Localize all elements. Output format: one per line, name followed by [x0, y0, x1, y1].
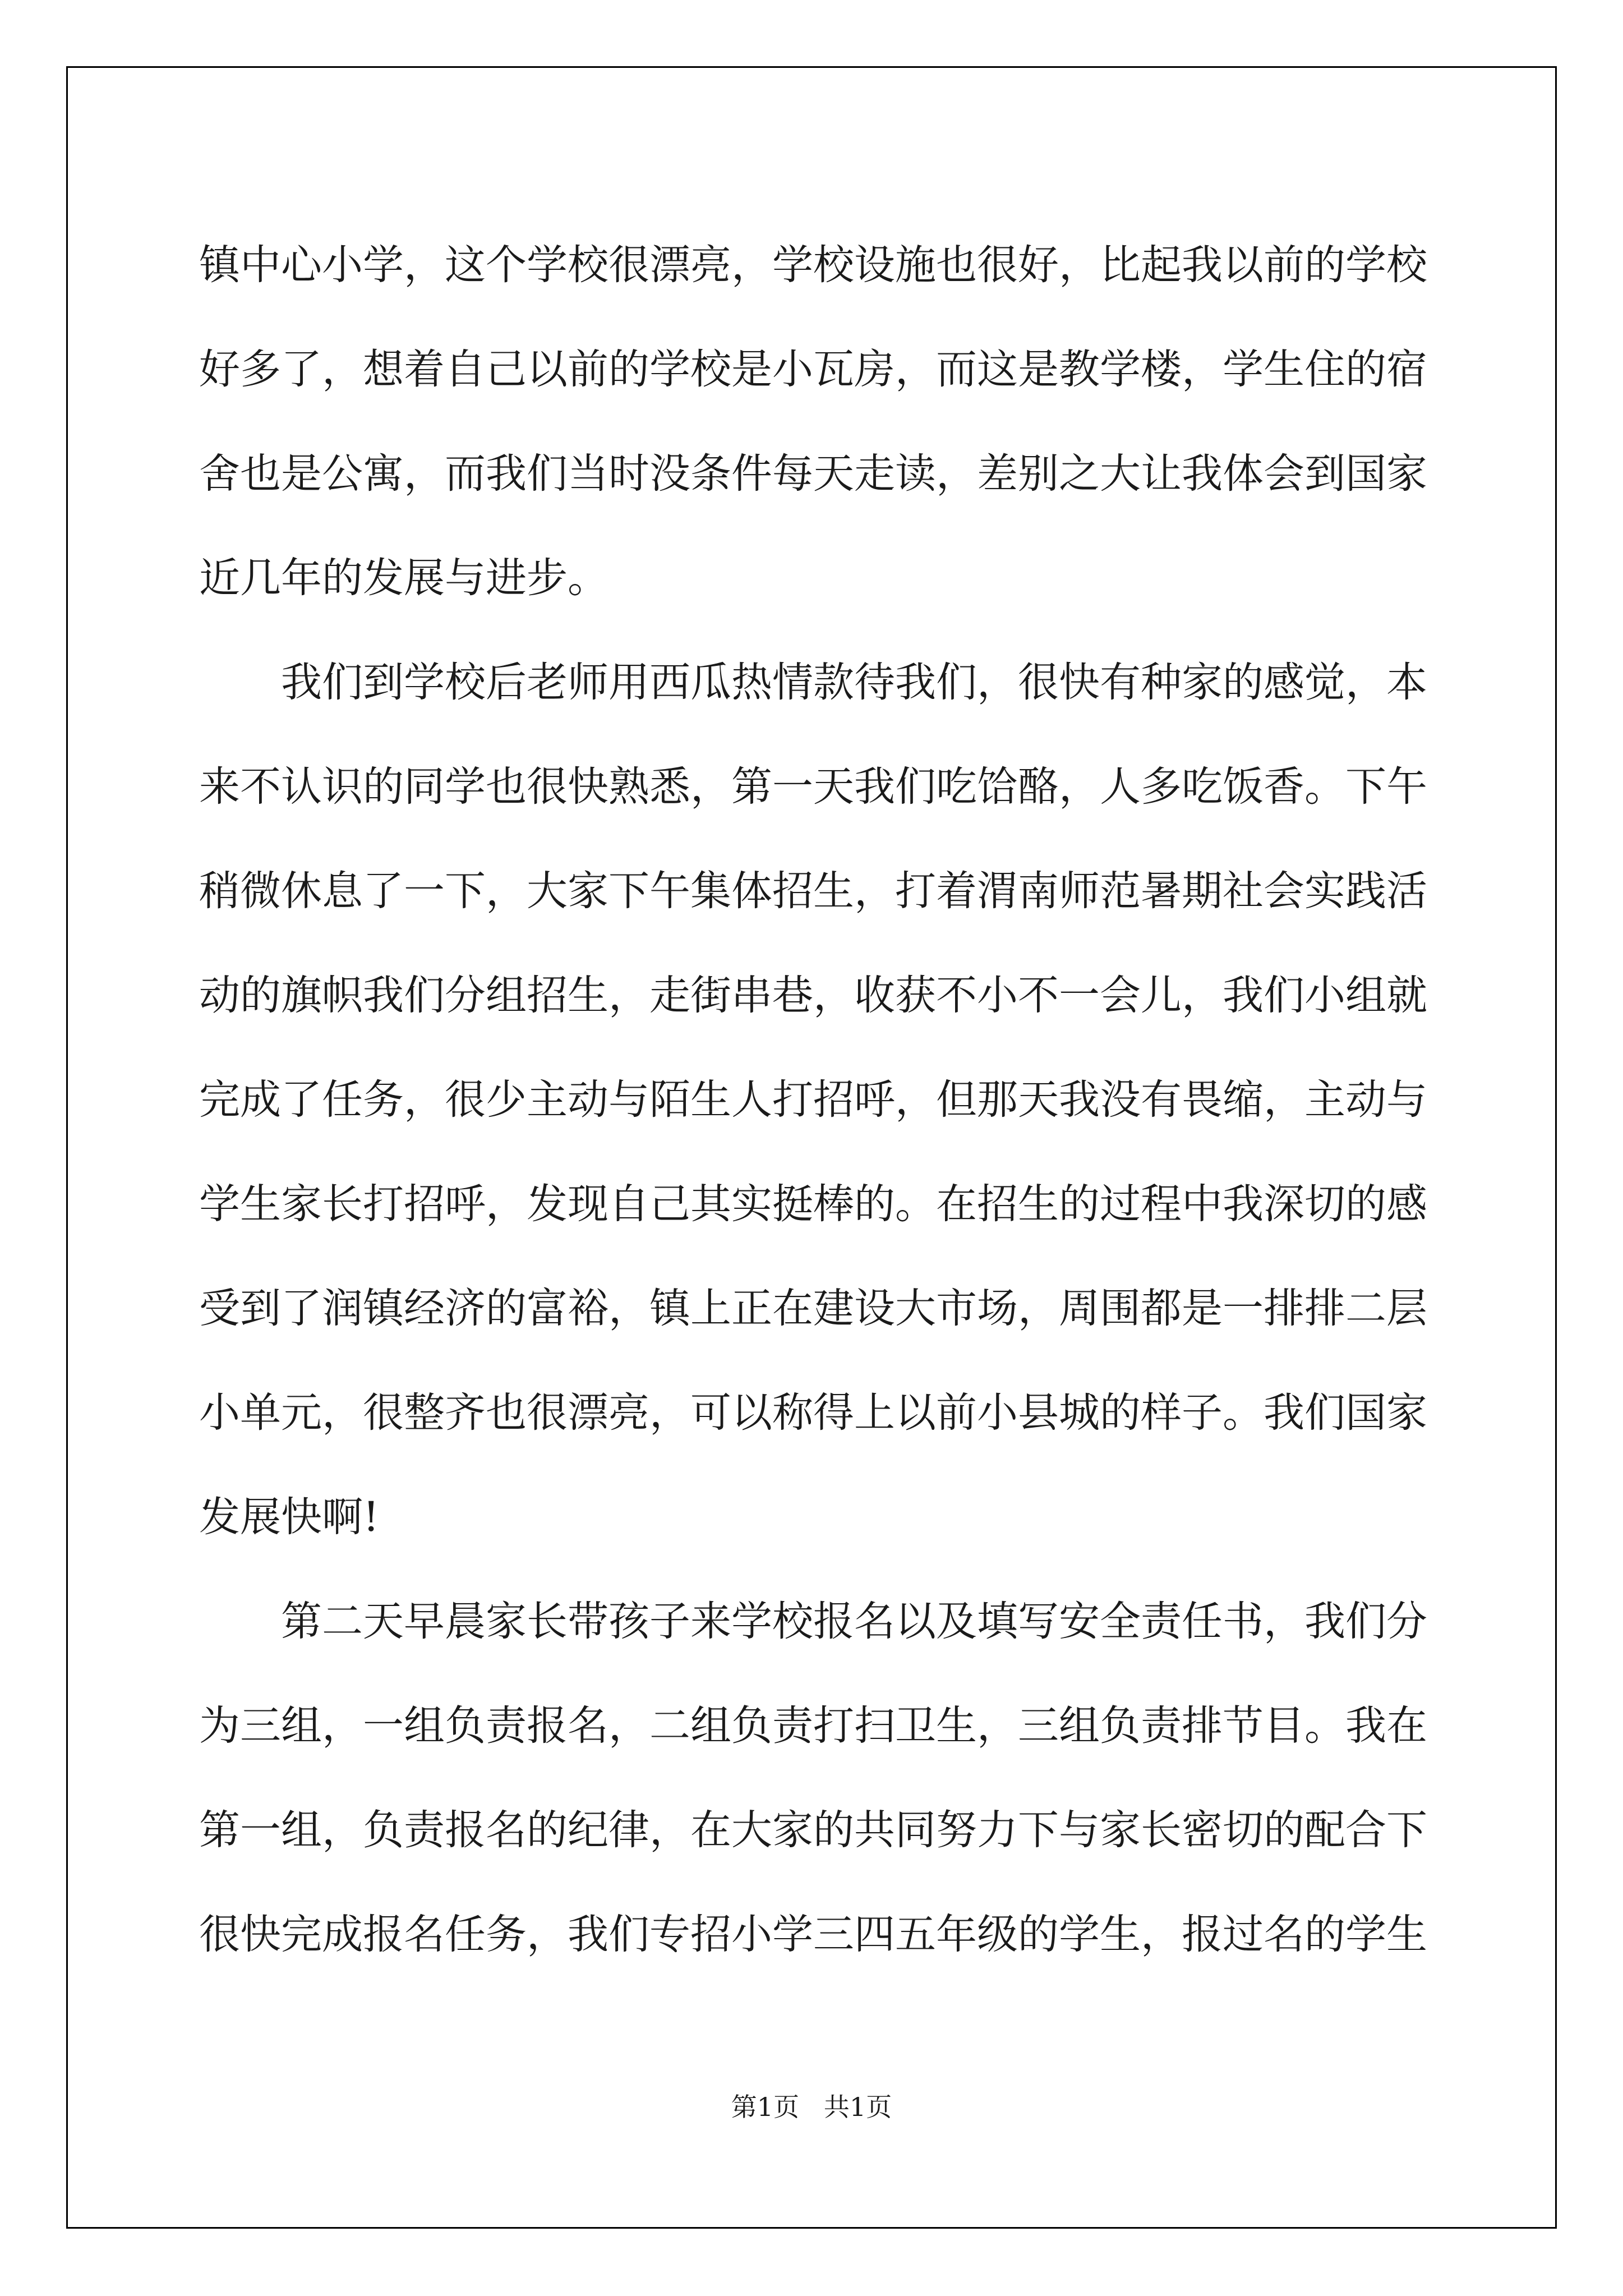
paragraph-2: 我们到学校后老师用西瓜热情款待我们，很快有种家的感觉，本来不认识的同学也很快熟悉，第一天我们吃饸酪，人多吃饭香。下午稍微休息了一下，大家下午集体招生，打着渭南师范暑期社会实践活动的旗帜我们分组招生，走街串巷，收获不小不一会儿，我们小组就完成了任务，很少主动与陌生人打招呼，但那天我没有畏缩，主动与学生家长打招呼，发现自己其实挺棒的。在招生的过程中我深切的感受到了润镇经济的富裕，镇上正在建设大市场，周围都是一排排二层小单元，很整齐也很漂亮，可以称得上以前小县城的样子。我们国家发展快啊!: [199, 659, 1427, 1541]
document-body: [199, 213, 1427, 1987]
paragraph-3: 第二天早晨家长带孩子来学校报名以及填写安全责任书，我们分为三组，一组负责报名，二组负责打扫卫生，三组负责排节目。我在第一组，负责报名的纪律，在大家的共同努力下与家长密切的配合下很快完成报名任务，我们专招小学三四五年级的学生，报过名的学生: [199, 1598, 1427, 1958]
page-footer: 第1页 共1页: [731, 2092, 892, 2122]
paragraph-1: 镇中心小学，这个学校很漂亮，学校设施也很好，比起我以前的学校好多了，想着自己以前的学校是小瓦房，而这是教学楼，学生住的宿舍也是公寓，而我们当时没条件每天走读，差别之大让我体会到国家近几年的发展与进步。: [199, 241, 1427, 602]
